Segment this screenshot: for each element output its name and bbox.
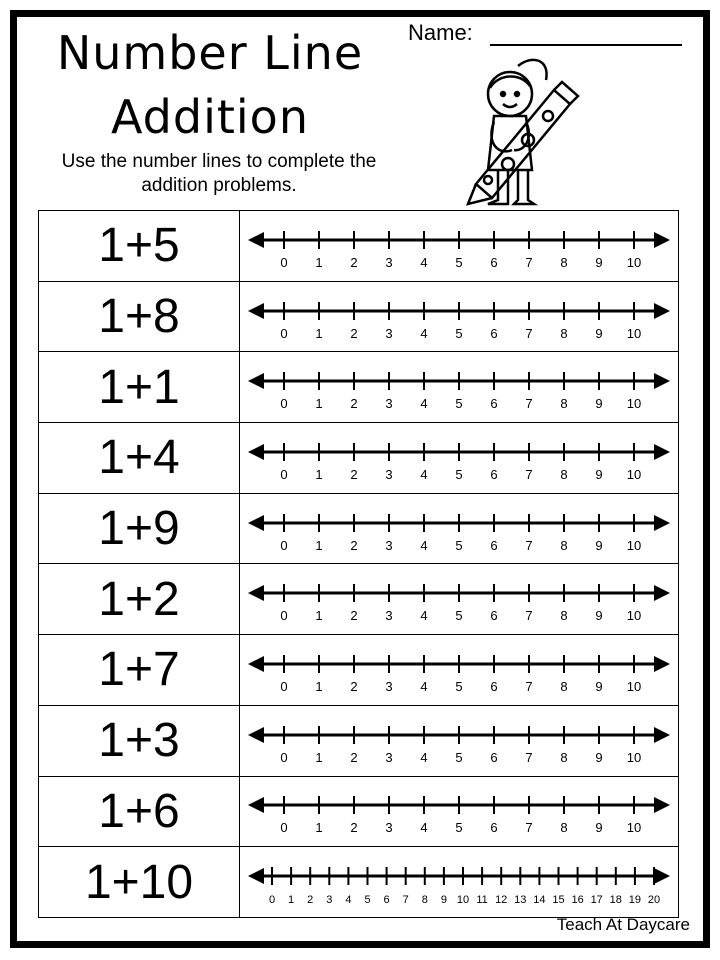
number-line-label: 8 bbox=[560, 325, 568, 341]
number-line-label: 8 bbox=[560, 678, 568, 694]
number-line-label: 6 bbox=[490, 820, 498, 836]
number-line-label: 17 bbox=[590, 894, 603, 907]
number-line-label: 3 bbox=[385, 749, 393, 765]
girl-with-pencil-illustration bbox=[458, 52, 588, 212]
number-line-label: 4 bbox=[345, 894, 352, 907]
number-line bbox=[240, 565, 678, 633]
left-arrow-icon bbox=[248, 797, 264, 813]
number-line bbox=[240, 495, 678, 563]
name-label: Name: bbox=[408, 20, 473, 45]
number-line-label: 10 bbox=[626, 608, 642, 624]
number-line-label: 16 bbox=[571, 894, 584, 907]
number-line-cell[interactable] bbox=[240, 705, 679, 776]
number-line-label: 7 bbox=[525, 466, 533, 482]
problems-table bbox=[38, 210, 679, 918]
problem-expression: 1+8 bbox=[39, 281, 240, 352]
worksheet-title-line2: Addition bbox=[111, 90, 309, 144]
number-line-label: 7 bbox=[525, 254, 533, 270]
problem-expression: 1+10 bbox=[39, 847, 240, 918]
number-line-cell[interactable] bbox=[240, 635, 679, 706]
number-line-label: 8 bbox=[560, 820, 568, 836]
problem-expression: 1+3 bbox=[39, 705, 240, 776]
number-line-label: 0 bbox=[280, 678, 288, 694]
problem-expression: 1+7 bbox=[39, 635, 240, 706]
number-line-label: 5 bbox=[455, 820, 463, 836]
number-line-label: 4 bbox=[420, 820, 428, 836]
number-line-label: 0 bbox=[280, 749, 288, 765]
number-line-label: 3 bbox=[385, 396, 393, 412]
number-line-label: 11 bbox=[476, 894, 488, 907]
number-line-label: 10 bbox=[456, 894, 470, 907]
problem-row bbox=[39, 281, 679, 352]
number-line-label: 12 bbox=[495, 894, 508, 907]
number-line-label: 2 bbox=[350, 608, 358, 624]
number-line-label: 2 bbox=[350, 466, 358, 482]
right-arrow-icon bbox=[654, 303, 670, 319]
number-line-label: 13 bbox=[514, 894, 527, 907]
number-line-label: 9 bbox=[595, 749, 603, 765]
problem-row bbox=[39, 493, 679, 564]
number-line-label: 5 bbox=[364, 894, 371, 907]
number-line bbox=[240, 424, 678, 492]
number-line-label: 7 bbox=[525, 678, 533, 694]
number-line-label: 6 bbox=[490, 325, 498, 341]
number-line-label: 10 bbox=[626, 396, 642, 412]
number-line-label: 0 bbox=[280, 466, 288, 482]
number-line-label: 2 bbox=[350, 678, 358, 694]
number-line-label: 4 bbox=[420, 749, 428, 765]
number-line-label: 7 bbox=[525, 608, 533, 624]
number-line-label: 8 bbox=[560, 749, 568, 765]
left-arrow-icon bbox=[248, 515, 264, 531]
number-line-label: 1 bbox=[315, 820, 323, 836]
number-line-label: 6 bbox=[490, 608, 498, 624]
number-line-label: 4 bbox=[420, 608, 428, 624]
problem-expression: 1+9 bbox=[39, 493, 240, 564]
problem-row bbox=[39, 847, 679, 918]
right-arrow-icon bbox=[654, 373, 670, 389]
right-arrow-icon bbox=[654, 232, 670, 248]
number-line-label: 7 bbox=[402, 894, 409, 907]
number-line-label: 3 bbox=[385, 608, 393, 624]
number-line-label: 9 bbox=[595, 396, 603, 412]
number-line-label: 5 bbox=[455, 678, 463, 694]
number-line-cell[interactable] bbox=[240, 493, 679, 564]
number-line-label: 14 bbox=[533, 894, 546, 907]
number-line-label: 9 bbox=[595, 537, 603, 553]
left-arrow-icon bbox=[248, 444, 264, 460]
problem-expression: 1+4 bbox=[39, 423, 240, 494]
number-line-label: 6 bbox=[490, 749, 498, 765]
number-line-label: 10 bbox=[626, 678, 642, 694]
number-line-label: 0 bbox=[268, 894, 276, 907]
number-line-cell[interactable] bbox=[240, 423, 679, 494]
number-line-label: 0 bbox=[280, 254, 288, 270]
number-line-label: 10 bbox=[626, 254, 642, 270]
right-arrow-icon bbox=[654, 797, 670, 813]
problem-row bbox=[39, 423, 679, 494]
number-line-label: 2 bbox=[350, 820, 358, 836]
number-line-cell[interactable] bbox=[240, 281, 679, 352]
right-arrow-icon bbox=[654, 868, 670, 884]
number-line-label: 8 bbox=[421, 894, 428, 907]
number-line-label: 4 bbox=[420, 678, 428, 694]
number-line-label: 6 bbox=[490, 466, 498, 482]
problem-expression: 1+6 bbox=[39, 776, 240, 847]
number-line-label: 1 bbox=[315, 396, 323, 412]
number-line-label: 7 bbox=[525, 325, 533, 341]
problem-expression: 1+5 bbox=[39, 211, 240, 282]
problem-expression: 1+2 bbox=[39, 564, 240, 635]
number-line bbox=[240, 283, 678, 351]
number-line-label: 7 bbox=[525, 820, 533, 836]
number-line-label: 1 bbox=[315, 749, 323, 765]
number-line-label: 0 bbox=[280, 537, 288, 553]
number-line-cell[interactable] bbox=[240, 211, 679, 282]
right-arrow-icon bbox=[654, 656, 670, 672]
number-line-label: 15 bbox=[552, 894, 565, 907]
number-line-label: 2 bbox=[307, 894, 314, 907]
number-line-label: 5 bbox=[455, 396, 463, 412]
number-line-label: 3 bbox=[385, 820, 393, 836]
problem-row bbox=[39, 776, 679, 847]
number-line-label: 4 bbox=[420, 325, 428, 341]
left-arrow-icon bbox=[248, 656, 264, 672]
number-line-label: 8 bbox=[560, 396, 568, 412]
left-arrow-icon bbox=[248, 727, 264, 743]
number-line-label: 7 bbox=[525, 537, 533, 553]
number-line-label: 9 bbox=[440, 894, 447, 907]
number-line-label: 4 bbox=[420, 466, 428, 482]
number-line-label: 20 bbox=[647, 894, 661, 907]
number-line-label: 10 bbox=[626, 537, 642, 553]
left-arrow-icon bbox=[248, 585, 264, 601]
number-line-label: 3 bbox=[385, 678, 393, 694]
number-line bbox=[240, 353, 678, 421]
number-line-label: 2 bbox=[350, 325, 358, 341]
number-line-cell[interactable] bbox=[240, 776, 679, 847]
left-arrow-icon bbox=[248, 303, 264, 319]
number-line-label: 5 bbox=[455, 325, 463, 341]
left-arrow-icon bbox=[248, 373, 264, 389]
footer-credit: Teach At Daycare bbox=[556, 915, 690, 934]
number-line-label: 1 bbox=[315, 537, 323, 553]
number-line-label: 10 bbox=[626, 749, 642, 765]
number-line-label: 9 bbox=[595, 608, 603, 624]
number-line-label: 18 bbox=[609, 894, 622, 907]
number-line bbox=[240, 777, 678, 845]
number-line-label: 5 bbox=[455, 537, 463, 553]
number-line-label: 3 bbox=[385, 254, 393, 270]
number-line-label: 4 bbox=[420, 537, 428, 553]
number-line-label: 6 bbox=[490, 254, 498, 270]
number-line bbox=[240, 212, 678, 280]
number-line-label: 2 bbox=[350, 749, 358, 765]
number-line bbox=[240, 848, 678, 916]
number-line-label: 9 bbox=[595, 820, 603, 836]
problem-row bbox=[39, 352, 679, 423]
number-line-label: 8 bbox=[560, 254, 568, 270]
number-line-label: 0 bbox=[280, 325, 288, 341]
name-field-line[interactable] bbox=[490, 44, 682, 46]
right-arrow-icon bbox=[654, 515, 670, 531]
number-line-cell[interactable] bbox=[240, 564, 679, 635]
number-line-label: 6 bbox=[490, 678, 498, 694]
number-line-label: 9 bbox=[595, 254, 603, 270]
number-line-label: 9 bbox=[595, 678, 603, 694]
number-line-label: 2 bbox=[350, 537, 358, 553]
number-line-label: 9 bbox=[595, 325, 603, 341]
number-line-label: 3 bbox=[385, 537, 393, 553]
right-arrow-icon bbox=[654, 727, 670, 743]
number-line-label: 5 bbox=[455, 466, 463, 482]
number-line-label: 3 bbox=[385, 466, 393, 482]
number-line-label: 8 bbox=[560, 608, 568, 624]
number-line-label: 10 bbox=[626, 466, 642, 482]
number-line-label: 5 bbox=[455, 254, 463, 270]
number-line-label: 1 bbox=[315, 466, 323, 482]
right-arrow-icon bbox=[654, 585, 670, 601]
problem-expression: 1+1 bbox=[39, 352, 240, 423]
number-line-label: 7 bbox=[525, 749, 533, 765]
left-arrow-icon bbox=[248, 868, 264, 884]
instructions: Use the number lines to complete the addition problems. bbox=[61, 151, 377, 196]
number-line-label: 1 bbox=[315, 254, 323, 270]
problem-row bbox=[39, 635, 679, 706]
problem-row bbox=[39, 564, 679, 635]
number-line-label: 4 bbox=[420, 396, 428, 412]
number-line-label: 6 bbox=[490, 396, 498, 412]
number-line-label: 3 bbox=[326, 894, 333, 907]
number-line-label: 0 bbox=[280, 820, 288, 836]
number-line-label: 5 bbox=[455, 749, 463, 765]
number-line-label: 2 bbox=[350, 254, 358, 270]
number-line-label: 9 bbox=[595, 466, 603, 482]
number-line-label: 6 bbox=[490, 537, 498, 553]
number-line-cell[interactable] bbox=[240, 847, 679, 918]
number-line-label: 10 bbox=[626, 820, 642, 836]
number-line-label: 19 bbox=[628, 894, 642, 907]
number-line-label: 1 bbox=[288, 894, 295, 907]
number-line-label: 1 bbox=[315, 325, 323, 341]
number-line-label: 2 bbox=[350, 396, 358, 412]
number-line-label: 3 bbox=[385, 325, 393, 341]
number-line-label: 10 bbox=[626, 325, 642, 341]
number-line-label: 6 bbox=[383, 894, 390, 907]
number-line-label: 1 bbox=[315, 678, 323, 694]
number-line-cell[interactable] bbox=[240, 352, 679, 423]
number-line-label: 1 bbox=[315, 608, 323, 624]
number-line-label: 0 bbox=[280, 396, 288, 412]
number-line bbox=[240, 636, 678, 704]
left-arrow-icon bbox=[248, 232, 264, 248]
number-line bbox=[240, 707, 678, 775]
number-line-label: 4 bbox=[420, 254, 428, 270]
right-arrow-icon bbox=[654, 444, 670, 460]
worksheet-title-line1: Number Line bbox=[56, 26, 364, 80]
number-line-label: 8 bbox=[560, 466, 568, 482]
problem-row bbox=[39, 705, 679, 776]
number-line-label: 7 bbox=[525, 396, 533, 412]
number-line-label: 0 bbox=[280, 608, 288, 624]
problem-row bbox=[39, 211, 679, 282]
number-line-label: 5 bbox=[455, 608, 463, 624]
number-line-label: 8 bbox=[560, 537, 568, 553]
